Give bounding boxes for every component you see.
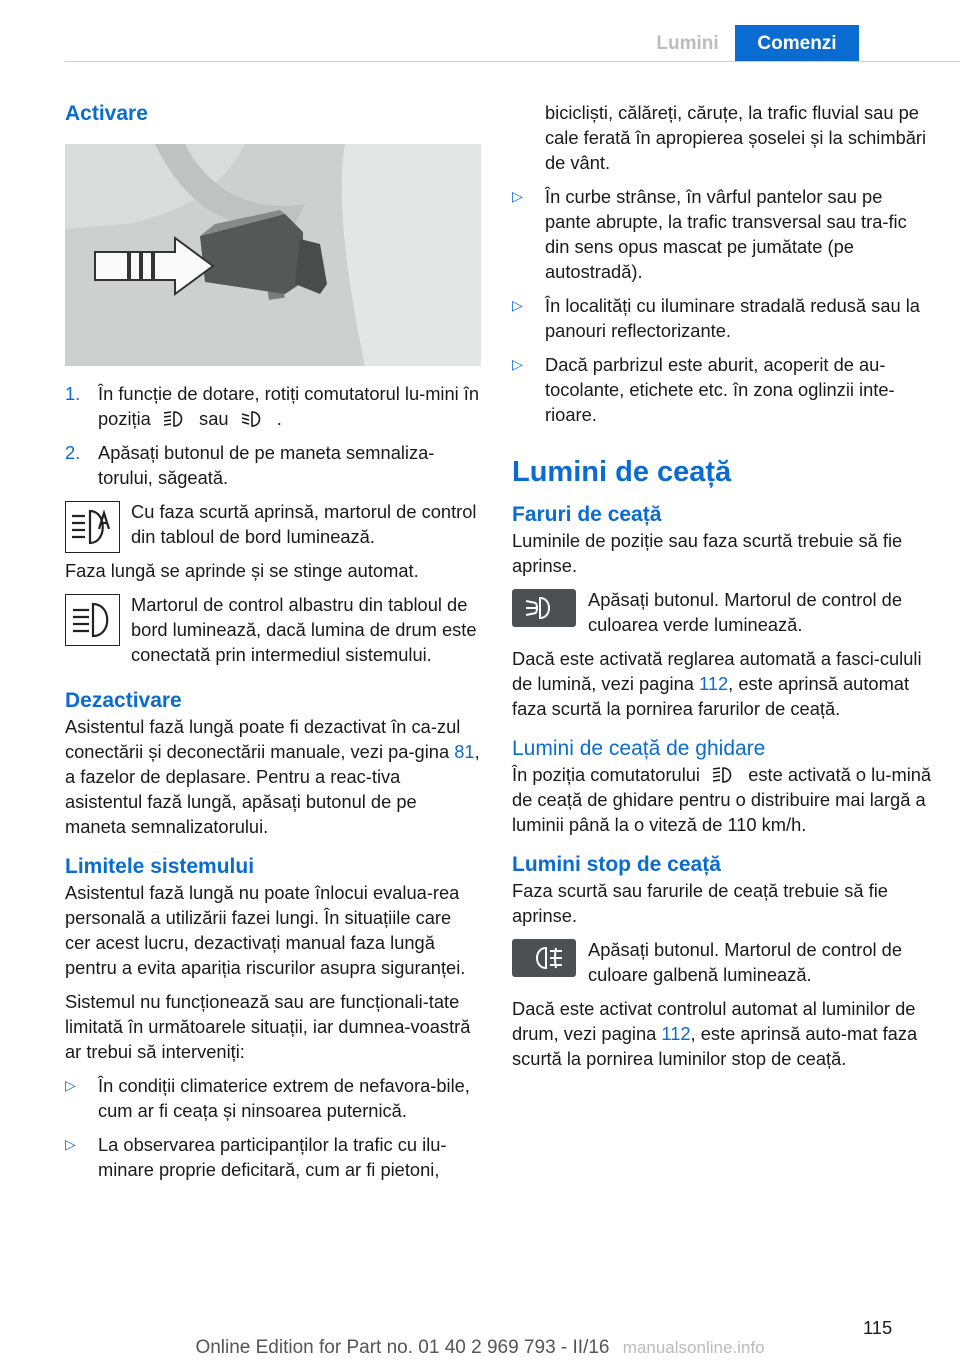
limite-p1: Asistentul fază lungă nu poate înlocui evalua-rea personală a utilizării fazei lungi. În situațiile care cer acest lucru, dezactivați manual faza lungă pentru a evita apariția riscurilor asupra siguranței. [65,882,466,978]
stop-text: Faza scurtă sau farurile de ceață trebuie să fie aprinse. [512,880,888,926]
auto-text: Faza lungă se aprinde și se stinge automat. [65,560,419,581]
left-column [65,100,481,1191]
heading-lumini-ceata: Lumini de ceață [512,456,732,488]
triangle-bullet-icon: ▷ [512,297,523,313]
indicator2-text: Martorul de control albastru din tabloul de bord luminează, dacă lumina de drum este conectată prin intermediul sistemului. [131,594,477,665]
lever-illustration [65,144,481,366]
ghidare-text: În poziția comutatorului este activată o lu-mină de ceață de ghidare pentru o distribuire mai largă a luminii până la o viteză de 110 km/h. [512,764,932,835]
triangle-bullet-icon: ▷ [65,1136,76,1152]
step-text: Apăsați butonul de pe maneta semnaliza-torului, săgeată. [98,442,435,488]
triangle-bullet-icon: ▷ [512,356,523,372]
step-text: În funcție de dotare, rotiți comutatorul lu-mini în poziția [98,383,480,429]
list-item: ▷ În curbe strânse, în vârful pantelor sau pe pante abrupte, la trafic transversal sau tra-fic din sens opus mascat pe jumătate (pe autostradă). [512,186,907,282]
fog-light-note-text: Apăsați butonul. Martorul de control de culoarea verde luminează. [588,589,903,635]
rear-fog-note [512,937,932,987]
heading-faruri-ceata: Faruri de ceață [512,503,662,526]
heading-dezactivare: Dezactivare [65,689,182,712]
fog-light-note [512,587,932,637]
page-number: 115 [863,1317,893,1338]
list-item: ▷ Dacă parbrizul este aburit, acoperit de au-tocolante, etichete etc. în zona oglinzii inte-rioare. [512,354,895,425]
high-beam-assist-icon [65,501,120,553]
high-beam-icon [65,594,120,646]
watermark: manualsonline.info [622,1338,765,1357]
faruri-p2: Dacă este activată reglarea automată a fasci-cululi de lumină, vezi pagina 112, este aprinsă automat faza scurtă la pornirea farurilor de ceață. [512,648,922,719]
heading-ghidare: Lumini de ceață de ghidare [512,737,766,760]
triangle-bullet-icon: ▷ [512,188,523,204]
triangle-bullet-icon: ▷ [65,1077,76,1093]
rear-fog-button-icon [512,939,576,977]
bullet-continuation: bicicliști, călăreți, căruțe, la trafic fluvial sau pe cale ferată în apropierea șoselei și la schimbări de vânt. [545,102,927,173]
list-item: ▷ În localități cu iluminare stradală redusă sau la panouri reflectorizante. [512,295,920,341]
list-item: ▷ La observarea participanților la trafic cu ilu-minare proprie deficitară, cum ar fi pietoni, [65,1134,447,1180]
step-2 [65,440,481,490]
step-1 [65,381,481,431]
step-number: 1. [65,383,81,404]
fog-position-icon [162,409,188,429]
dezactivare-text: Asistentul fază lungă poate fi dezactivat în ca-zul conectării și deconectării manuale, vezi pa-gina 81, a fazelor de deplasare. Pentru a reac-tiva asistentul fază lungă, apăsați butonul de pe maneta semnalizatorului. [65,716,480,837]
step-text: sau [199,408,229,429]
step-number: 2. [65,442,81,463]
heading-limite: Limitele sistemului [65,855,255,878]
header-tabs [640,25,859,62]
page-link-112[interactable]: 112 [699,673,729,694]
footer-text [0,1337,960,1359]
indicator-blue-note [65,592,481,667]
tab-lumini[interactable]: Lumini [656,33,719,54]
lever-photo [65,144,481,366]
faruri-text: Luminile de poziție sau faza scurtă trebuie să fie aprinse. [512,530,903,576]
indicator-auto-note [65,499,481,549]
step-text: . [276,408,282,429]
rear-fog-note-text: Apăsați butonul. Martorul de control de culoare galbenă luminează. [588,939,903,985]
footer-edition: Online Edition for Part no. 01 40 2 969 793 - II/16 [195,1337,610,1358]
page-link-112[interactable]: 112 [661,1023,691,1044]
tab-comenzi[interactable]: Comenzi [735,25,859,62]
list-item: ▷ În condiții climaterice extrem de nefavora-bile, cum ar fi ceața și ninsoarea puternică. [65,1075,470,1121]
front-fog-button-icon [512,589,576,627]
heading-activare: Activare [65,102,148,125]
stop-p2: Dacă este activat controlul automat al luminilor de drum, vezi pagina 112, este aprinsă auto-mat faza scurtă la pornirea luminilor stop de ceață. [512,998,918,1069]
limite-p2: Sistemul nu funcționează sau are funcționali-tate limitată în următoarele situații, iar dumnea-voastră ar trebui să interveniți: [65,991,471,1062]
fog-position-icon [711,765,737,785]
right-column [512,100,932,1080]
heading-stop-ceata: Lumini stop de ceață [512,853,721,876]
page-link-81[interactable]: 81 [454,741,475,762]
indicator1-text: Cu faza scurtă aprinsă, martorul de control din tabloul de bord luminează. [131,501,477,547]
header-rule [65,61,960,62]
low-beam-icon [240,409,266,429]
